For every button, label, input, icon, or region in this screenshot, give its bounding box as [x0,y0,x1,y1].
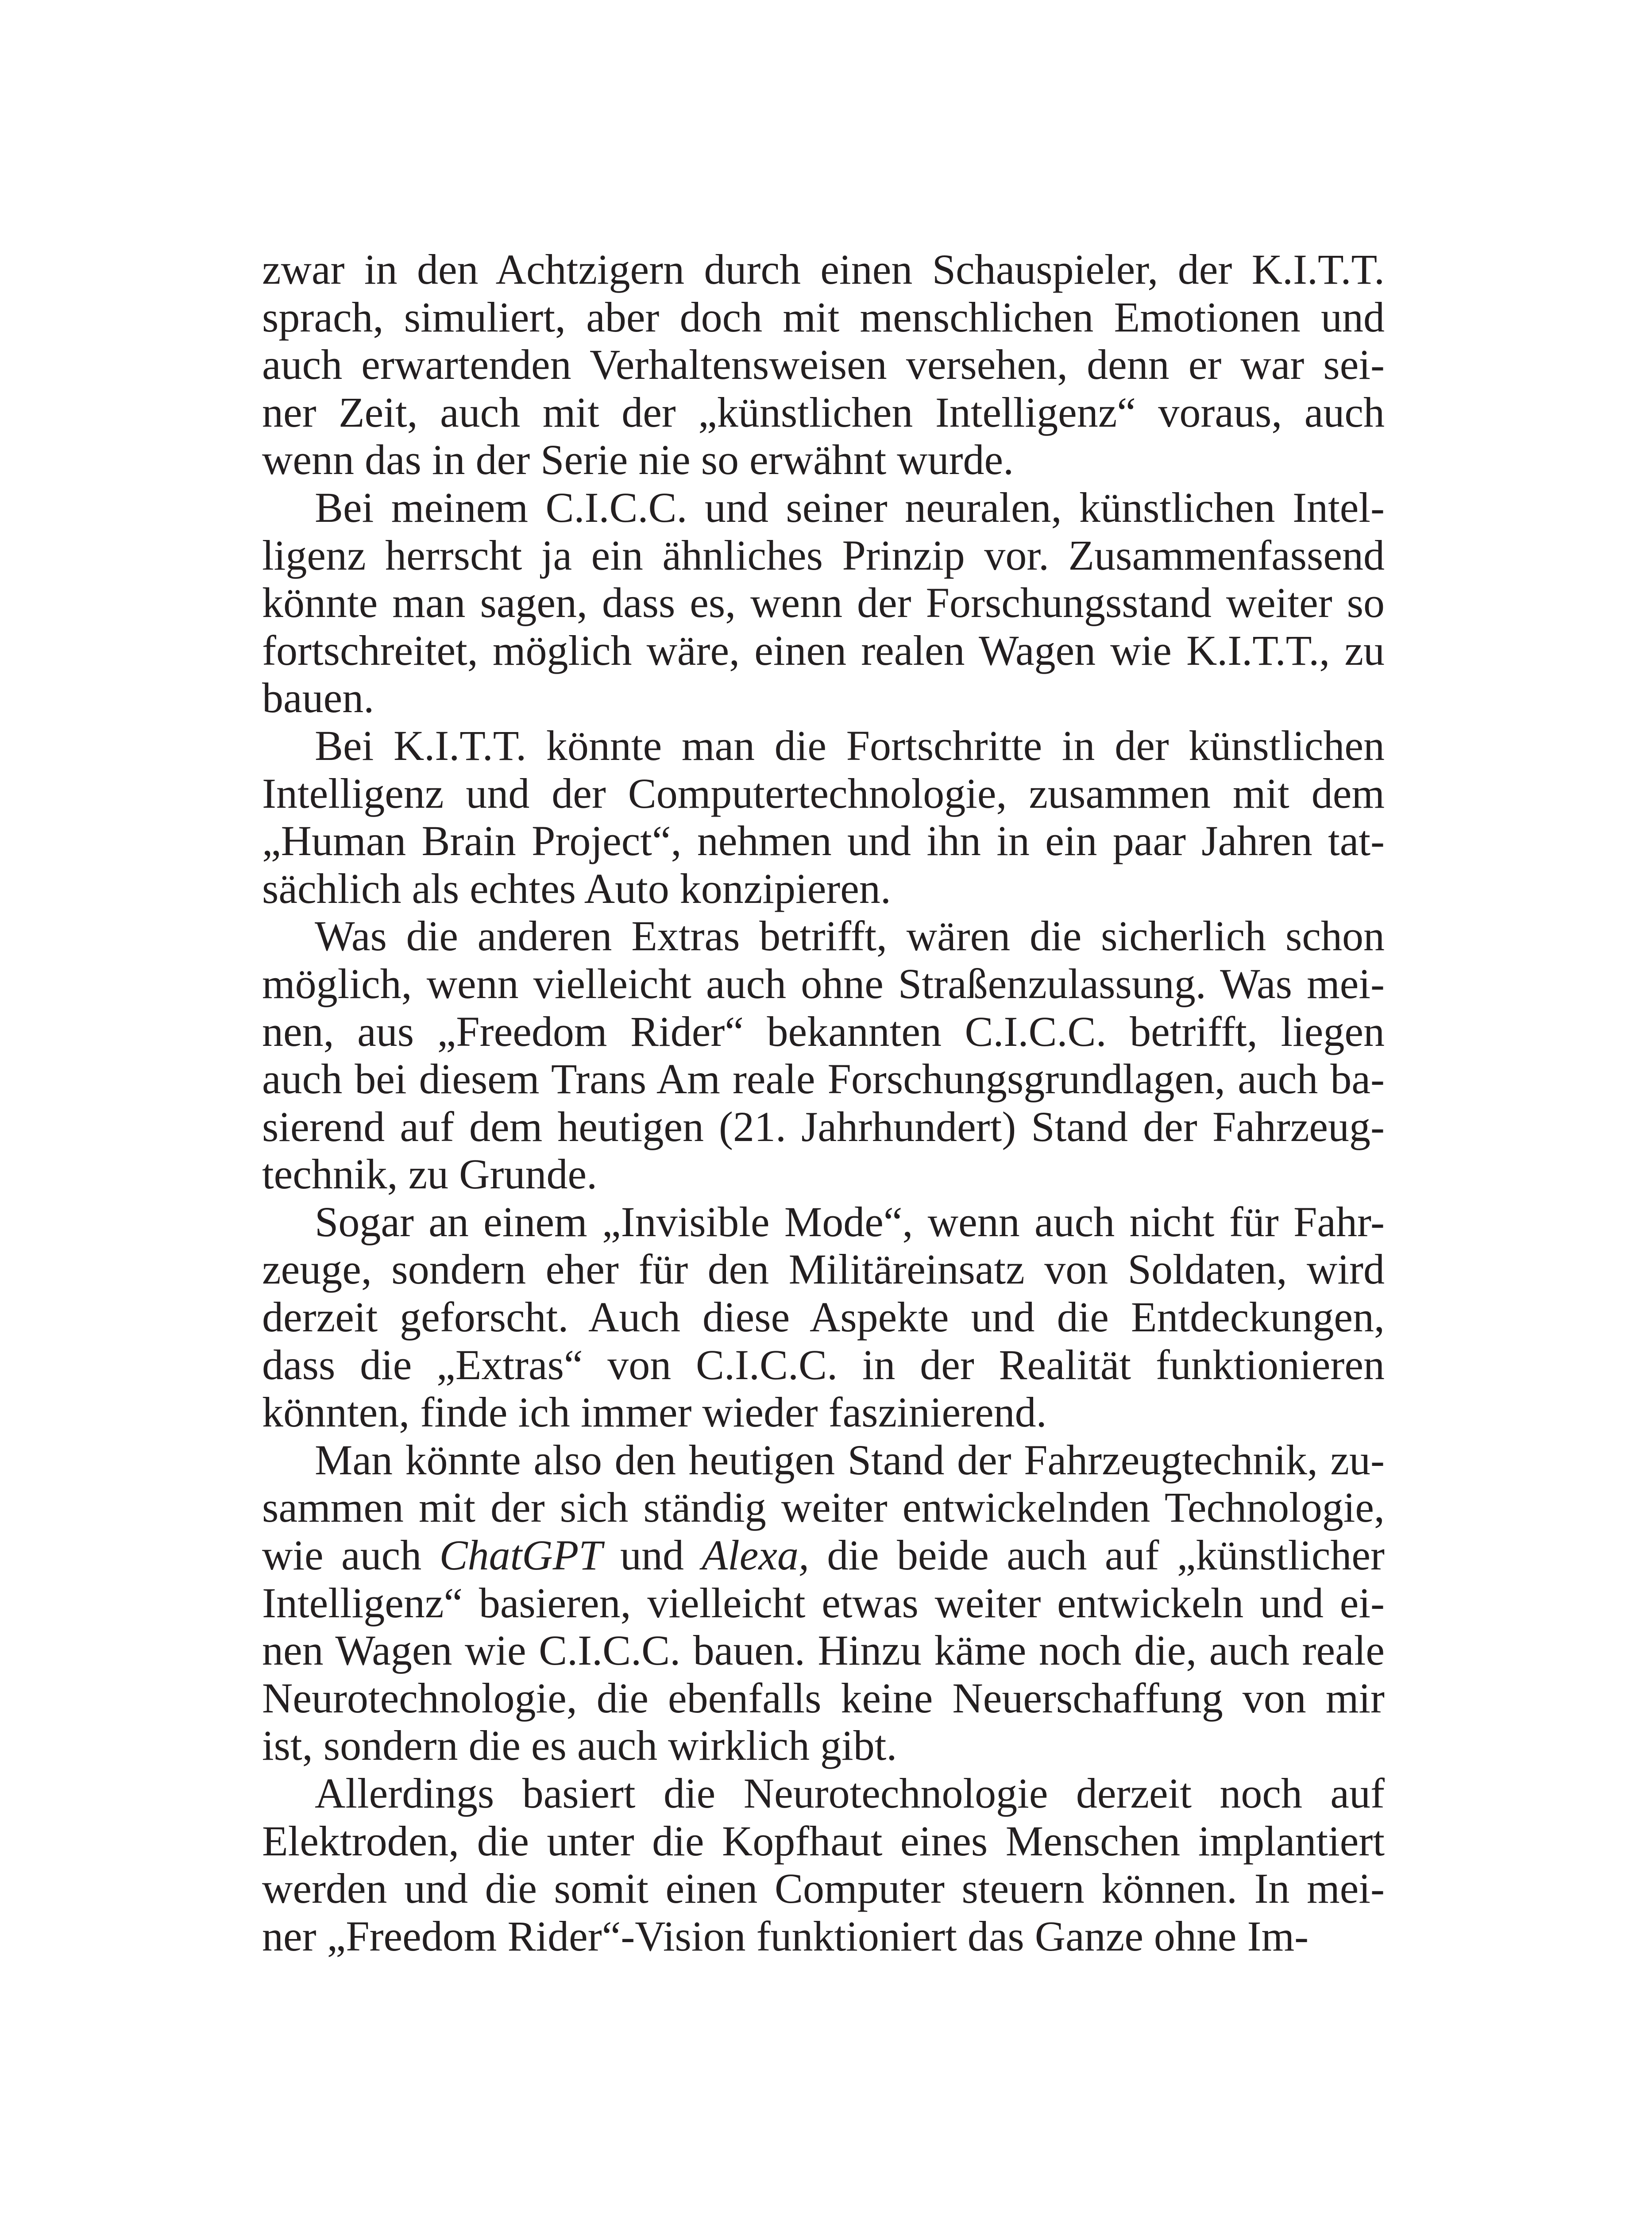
text-line: Intelligenz und der Computertechnologie, zusammen mit dem [262,769,1385,817]
text-line: zeuge, sondern eher für den Militäreinsatz von Soldaten, wird [262,1245,1385,1293]
text-line: ner „Freedom Rider“-Vision funktioniert das Ganze ohne Im- [262,1912,1309,1960]
text-line: sprach, simuliert, aber doch mit menschlichen Emotionen und [262,293,1385,341]
text-line: werden und die somit einen Computer steuern können. In mei- [262,1865,1385,1912]
paragraph [262,1436,1385,1770]
text-line: sammen mit der sich ständig weiter entwickelnden Technologie, [262,1484,1385,1531]
text-line: zwar in den Achtzigern durch einen Schauspieler, der K.I.T.T. [262,246,1385,293]
text-line: Bei K.I.T.T. könnte man die Fortschritte in der künstlichen [315,721,1385,769]
text-line: ist, sondern die es auch wirklich gibt. [262,1722,897,1770]
text-line: technik, zu Grunde. [262,1150,598,1198]
text-line: fortschreitet, möglich wäre, einen realen Wagen wie K.I.T.T., zu [262,626,1385,674]
text-line: nen, aus „Freedom Rider“ bekannten C.I.C.C. betrifft, liegen [262,1007,1385,1055]
paragraph [262,246,1385,484]
italic-term: Alexa, [702,1531,809,1579]
paragraph [262,722,1385,912]
text-line: möglich, wenn vielleicht auch ohne Straßenzulassung. Was mei- [262,960,1385,1007]
text-line: ner Zeit, auch mit der „künstlichen Intelligenz“ voraus, auch [262,388,1385,436]
text-line: ligenz herrscht ja ein ähnliches Prinzip vor. Zusammenfassend [262,531,1385,579]
text-line: Man könnte also den heutigen Stand der Fahrzeugtechnik, zu- [315,1436,1385,1484]
text-line: sächlich als echtes Auto konzipieren. [262,864,891,912]
text-line: Elektroden, die unter die Kopfhaut eines Menschen implantiert [262,1817,1385,1865]
text-line: sierend auf dem heutigen (21. Jahrhundert) Stand der Fahrzeug- [262,1103,1385,1150]
paragraph [262,912,1385,1198]
text-line: bauen. [262,674,374,722]
text-line: wenn das in der Serie nie so erwähnt wurde. [262,436,1014,484]
text-line: Intelligenz“ basieren, vielleicht etwas weiter entwickeln und ei- [262,1579,1385,1627]
text-line: könnten, finde ich immer wieder faszinierend. [262,1388,1047,1436]
paragraph [262,1770,1385,1960]
text-line: Bei meinem C.I.C.C. und seiner neuralen, künstlichen Intel- [315,483,1385,531]
text-line: nen Wagen wie C.I.C.C. bauen. Hinzu käme noch die, auch reale [262,1627,1385,1674]
text-line: auch bei diesem Trans Am reale Forschungsgrundlagen, auch ba- [262,1055,1385,1103]
body-text [262,246,1385,1960]
text-line: Allerdings basiert die Neurotechnologie derzeit noch auf [315,1770,1385,1817]
text-line: Neurotechnologie, die ebenfalls keine Neuerschaffung von mir [262,1674,1385,1722]
italic-term: ChatGPT [439,1531,602,1579]
text-line: könnte man sagen, dass es, wenn der Forschungsstand weiter so [262,579,1385,627]
text-line: Was die anderen Extras betrifft, wären die sicherlich schon [315,912,1385,960]
paragraph [262,1198,1385,1436]
text-line: „Human Brain Project“, nehmen und ihn in ein paar Jahren tat- [262,817,1385,865]
text-line: Sogar an einem „Invisible Mode“, wenn auch nicht für Fahr- [315,1198,1385,1245]
text-line: auch erwartenden Verhaltensweisen versehen, denn er war sei- [262,341,1385,389]
text-line: derzeit geforscht. Auch diese Aspekte und die Entdeckungen, [262,1293,1385,1341]
text-line: dass die „Extras“ von C.I.C.C. in der Realität funktionieren [262,1341,1385,1388]
text-line: wie auch ChatGPT und Alexa, die beide auch auf „künstlicher [262,1531,1385,1579]
paragraph [262,484,1385,722]
